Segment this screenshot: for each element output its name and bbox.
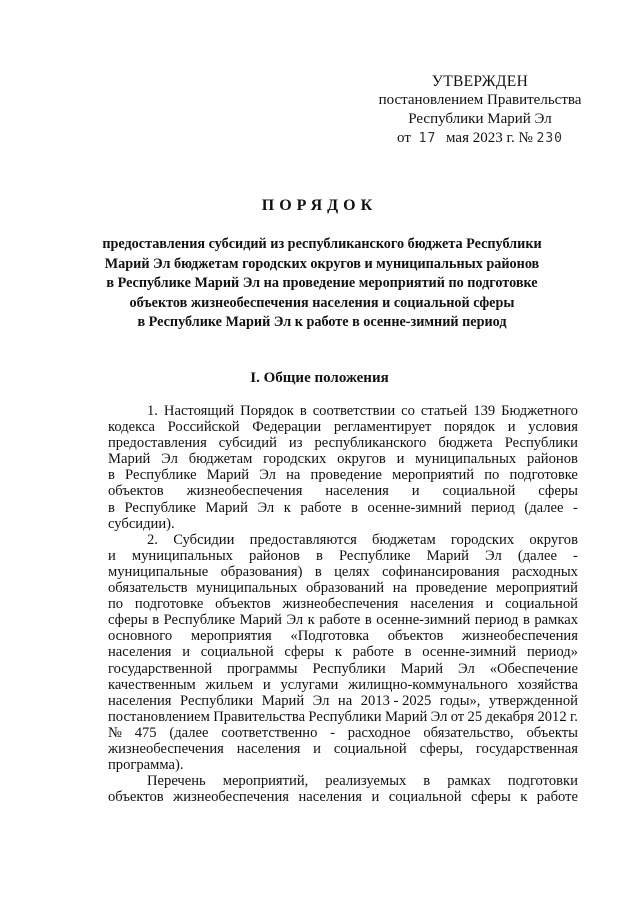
body-word: Марий bbox=[239, 612, 282, 629]
body-word: 2012 bbox=[537, 708, 567, 725]
body-word: жизнеобеспечения bbox=[108, 740, 224, 757]
body-word: 25 bbox=[467, 708, 483, 725]
body-word: работе bbox=[300, 499, 342, 516]
body-word: (далее bbox=[169, 724, 209, 741]
body-word: «Обеспечение bbox=[489, 660, 578, 677]
body-word: Федерации bbox=[252, 419, 322, 436]
body-word: образований bbox=[305, 580, 385, 597]
body-word: округов bbox=[529, 531, 578, 548]
approval-date-line bbox=[340, 129, 620, 148]
body-line bbox=[108, 741, 578, 757]
body-word: № bbox=[108, 724, 122, 741]
body-word: жизнеобеспечения bbox=[186, 483, 303, 500]
body-word: мероприятий bbox=[392, 467, 475, 484]
body-word: программы bbox=[227, 660, 298, 677]
body-word: Субсидии bbox=[173, 531, 235, 548]
body-word: и bbox=[182, 644, 191, 661]
body-word: в bbox=[314, 563, 322, 580]
body-word: декабря bbox=[485, 708, 535, 725]
body-word: обязательств bbox=[108, 580, 188, 597]
body-word: в bbox=[152, 612, 160, 629]
subtitle-line: предоставления субсидий из республиканского бюджета Республики bbox=[102, 236, 542, 252]
body-word: условия bbox=[528, 419, 578, 436]
body-word: услугами bbox=[280, 676, 339, 693]
body-word: образования) bbox=[220, 563, 303, 580]
body-word: Эл bbox=[161, 451, 178, 468]
body-word: по bbox=[484, 467, 500, 484]
body-word: работе bbox=[352, 644, 394, 661]
body-line bbox=[108, 693, 578, 709]
body-word: Республике bbox=[163, 612, 236, 629]
body-word: субсидий bbox=[218, 435, 277, 452]
body-word: и bbox=[313, 740, 321, 757]
body-word: предоставления bbox=[108, 435, 207, 452]
body-line bbox=[108, 419, 578, 435]
body-word: кодекса bbox=[108, 419, 155, 436]
approval-line-resolution: постановлением Правительства bbox=[378, 92, 582, 108]
body-word: мероприятия bbox=[190, 628, 272, 645]
body-word: и bbox=[262, 676, 271, 693]
body-word: - bbox=[573, 547, 578, 564]
body-word: Эл bbox=[257, 499, 275, 516]
body-word: предоставляются bbox=[249, 531, 357, 548]
body-word: софинансирования bbox=[382, 563, 500, 580]
document-body bbox=[108, 403, 578, 805]
body-word: районов bbox=[527, 451, 578, 468]
body-word: Эл bbox=[259, 467, 276, 484]
body-word: Марий bbox=[108, 451, 151, 468]
body-word: расходных bbox=[511, 563, 578, 580]
body-word: Правительства bbox=[213, 708, 306, 725]
body-word: жизнеобеспечения bbox=[282, 596, 399, 613]
body-word: мероприятий bbox=[496, 580, 578, 597]
body-word: Настоящий bbox=[163, 403, 235, 419]
body-word: сферы, bbox=[419, 740, 463, 757]
body-word: Марий bbox=[206, 467, 250, 484]
body-line bbox=[108, 789, 578, 805]
body-line bbox=[108, 435, 578, 451]
body-word: Перечень bbox=[147, 773, 206, 790]
body-word: объектов bbox=[108, 483, 164, 500]
body-word: к bbox=[520, 789, 528, 806]
subtitle-line: объектов жизнеобеспечения населения и социальной сферы bbox=[129, 294, 515, 311]
body-word: социальной bbox=[200, 644, 274, 661]
body-word: государственной bbox=[108, 660, 213, 677]
body-word: г. bbox=[569, 708, 578, 725]
body-word: государственная bbox=[475, 740, 578, 757]
body-word: Марий bbox=[384, 708, 428, 725]
body-word: жизнеобеспечения bbox=[173, 789, 289, 806]
body-word: и bbox=[507, 419, 516, 436]
body-word: работе bbox=[319, 612, 361, 629]
body-line bbox=[108, 661, 578, 677]
body-word: Эл bbox=[286, 612, 304, 629]
body-line bbox=[108, 628, 578, 644]
body-word: округов bbox=[337, 451, 386, 468]
approval-month-year: мая 2023 г. № bbox=[446, 130, 533, 146]
body-line bbox=[108, 483, 578, 499]
body-word: и bbox=[411, 483, 420, 500]
body-word: соответственно bbox=[221, 724, 318, 741]
body-word: из bbox=[288, 435, 303, 452]
body-word: Порядок bbox=[240, 403, 294, 419]
body-word: объектов bbox=[387, 628, 444, 645]
body-line bbox=[108, 451, 578, 467]
body-word: на bbox=[392, 580, 408, 597]
body-word: в bbox=[351, 499, 358, 516]
body-word: Эл bbox=[312, 692, 330, 709]
body-word: подготовке bbox=[509, 467, 578, 484]
body-word: программа). bbox=[108, 757, 184, 774]
body-word: муниципальные bbox=[108, 563, 209, 580]
body-word: на bbox=[286, 467, 301, 484]
body-word: к bbox=[283, 499, 291, 516]
body-word: сферы bbox=[284, 644, 325, 661]
body-word: и bbox=[108, 547, 116, 564]
body-word: в bbox=[423, 773, 431, 790]
body-word: бюджетам bbox=[188, 451, 253, 468]
body-word: работе bbox=[536, 789, 578, 806]
body-word: подготовке bbox=[134, 596, 204, 613]
body-word: по bbox=[108, 596, 124, 613]
body-word: целях bbox=[334, 563, 370, 580]
body-line bbox=[108, 612, 578, 628]
body-word: период bbox=[471, 499, 515, 516]
body-word: 1. bbox=[147, 403, 158, 419]
body-word: Республики bbox=[504, 435, 578, 452]
body-word: в bbox=[108, 467, 115, 484]
body-word: Республики bbox=[312, 660, 386, 677]
body-line bbox=[108, 773, 578, 789]
body-word: 2013 - 2025 bbox=[360, 692, 432, 709]
body-word: Эл bbox=[458, 660, 475, 677]
body-word: хозяйства bbox=[517, 676, 578, 693]
body-word: и bbox=[396, 451, 405, 468]
body-word: в bbox=[522, 612, 530, 629]
approval-line-republic: Республики Марий Эл bbox=[408, 111, 552, 127]
body-word: 139 bbox=[473, 403, 496, 419]
section-heading: I. Общие положения bbox=[250, 370, 389, 386]
body-word: статьей bbox=[420, 403, 468, 419]
body-word: социальной bbox=[388, 789, 462, 806]
body-word: Республики bbox=[180, 692, 254, 709]
body-line bbox=[108, 677, 578, 693]
body-word: порядок bbox=[444, 419, 496, 436]
body-word: населения bbox=[298, 789, 362, 806]
body-word: населения bbox=[325, 483, 389, 500]
document-title: ПОРЯДОК bbox=[261, 197, 378, 214]
body-word: городских bbox=[263, 451, 327, 468]
body-line bbox=[108, 709, 578, 725]
body-word: жильем bbox=[205, 676, 254, 693]
body-word: расходное bbox=[347, 724, 411, 741]
body-word: - bbox=[573, 499, 578, 516]
body-word: от bbox=[450, 708, 465, 725]
subtitle-line: в Республике Марий Эл к работе в осенне-зимний период bbox=[137, 314, 507, 330]
body-word: соответствии bbox=[312, 403, 396, 419]
body-word: субсидии). bbox=[108, 515, 175, 532]
approval-number: 230 bbox=[536, 131, 563, 146]
approval-heading: УТВЕРЖДЕН bbox=[431, 73, 529, 90]
body-word: со bbox=[401, 403, 415, 419]
body-word: Эл bbox=[430, 708, 448, 725]
body-word: к bbox=[307, 612, 315, 629]
body-word: населения bbox=[108, 644, 172, 661]
body-word: сферы bbox=[471, 789, 511, 806]
body-word: жизнеобеспечения bbox=[462, 628, 578, 645]
body-line bbox=[108, 532, 578, 548]
body-word: в bbox=[404, 644, 412, 661]
body-word: период» bbox=[526, 644, 578, 661]
body-line bbox=[108, 564, 578, 580]
body-word: период bbox=[474, 612, 519, 629]
subtitle-line: Марий Эл бюджетам городских округов и муниципальных районов bbox=[104, 255, 540, 272]
approval-date-prefix: от bbox=[397, 130, 411, 146]
body-word: населения bbox=[410, 596, 474, 613]
body-word: осенне-зимний bbox=[422, 644, 517, 661]
body-word: социальной bbox=[442, 483, 516, 500]
body-word: Республике bbox=[124, 499, 196, 516]
body-word: проведение bbox=[310, 467, 383, 484]
body-line bbox=[108, 596, 578, 612]
body-word: объектов bbox=[215, 596, 271, 613]
approval-stamp bbox=[340, 72, 620, 148]
body-word: бюджета bbox=[438, 435, 493, 452]
body-word: Республике bbox=[125, 467, 197, 484]
body-word: в bbox=[108, 499, 115, 516]
body-word: социальной bbox=[505, 596, 578, 613]
body-word: (далее bbox=[524, 499, 564, 516]
body-line bbox=[108, 516, 578, 532]
body-word: объекты bbox=[526, 724, 578, 741]
body-line bbox=[108, 403, 578, 419]
body-line bbox=[108, 725, 578, 741]
body-word: рамках bbox=[534, 612, 578, 629]
body-word: в bbox=[364, 612, 372, 629]
body-word: и bbox=[485, 596, 494, 613]
body-word: муниципальных bbox=[196, 580, 298, 597]
body-word: жилищно-коммунального bbox=[348, 676, 508, 693]
body-word: районов bbox=[249, 547, 300, 564]
body-word: в bbox=[299, 403, 307, 419]
body-word: качественным bbox=[108, 676, 196, 693]
body-word: сферы bbox=[538, 483, 578, 500]
body-word: подготовки bbox=[507, 773, 578, 790]
body-word: Республике bbox=[338, 547, 411, 564]
body-word: населения bbox=[236, 740, 301, 757]
body-line bbox=[108, 644, 578, 660]
body-line bbox=[108, 500, 578, 516]
body-word: и bbox=[371, 789, 380, 806]
body-word: регламентирует bbox=[333, 419, 432, 436]
body-word: осенне-зимний bbox=[376, 612, 471, 629]
body-word: бюджетам bbox=[372, 531, 436, 548]
body-word: реализуемых bbox=[325, 773, 407, 790]
document-subtitle bbox=[96, 235, 548, 333]
body-word: муниципальных bbox=[131, 547, 233, 564]
body-word: к bbox=[334, 644, 342, 661]
body-word: Бюджетного bbox=[501, 403, 578, 419]
body-word: осенне-зимний bbox=[367, 499, 462, 516]
body-word: республиканского bbox=[314, 435, 427, 452]
body-word: Марий bbox=[400, 660, 444, 677]
body-word: Республики bbox=[308, 708, 382, 725]
body-word: Марий bbox=[205, 499, 248, 516]
body-word: постановлением bbox=[108, 708, 210, 725]
body-word: сферы bbox=[108, 612, 148, 629]
body-word: населения bbox=[108, 692, 172, 709]
body-word: городских bbox=[450, 531, 515, 548]
body-word: рамках bbox=[447, 773, 491, 790]
body-word: 475 bbox=[134, 724, 157, 741]
body-word: утвержденной bbox=[488, 692, 578, 709]
body-word: Марий bbox=[426, 547, 469, 564]
body-word: Эл bbox=[485, 547, 502, 564]
body-word: проведение bbox=[415, 580, 488, 597]
approval-day: 17 bbox=[418, 131, 437, 146]
body-word: в bbox=[315, 547, 323, 564]
body-word: Марий bbox=[261, 692, 305, 709]
body-word: (далее bbox=[517, 547, 557, 564]
body-word: «Подготовка bbox=[290, 628, 370, 645]
body-word: обязательство, bbox=[423, 724, 514, 741]
body-word: мероприятий, bbox=[222, 773, 309, 790]
body-word: на bbox=[337, 692, 353, 709]
body-line bbox=[108, 548, 578, 564]
body-word: социальной bbox=[333, 740, 407, 757]
body-line bbox=[108, 467, 578, 483]
body-word: годы», bbox=[439, 692, 481, 709]
body-word: Российской bbox=[167, 419, 240, 436]
body-line bbox=[108, 580, 578, 596]
subtitle-line: в Республике Марий Эл на проведение мероприятий по подготовке bbox=[106, 275, 538, 291]
body-word: основного bbox=[108, 628, 173, 645]
body-line bbox=[108, 757, 578, 773]
body-word: муниципальных bbox=[415, 451, 517, 468]
body-word: - bbox=[330, 724, 335, 741]
body-word: 2. bbox=[147, 531, 158, 548]
body-word: объектов bbox=[108, 789, 164, 806]
